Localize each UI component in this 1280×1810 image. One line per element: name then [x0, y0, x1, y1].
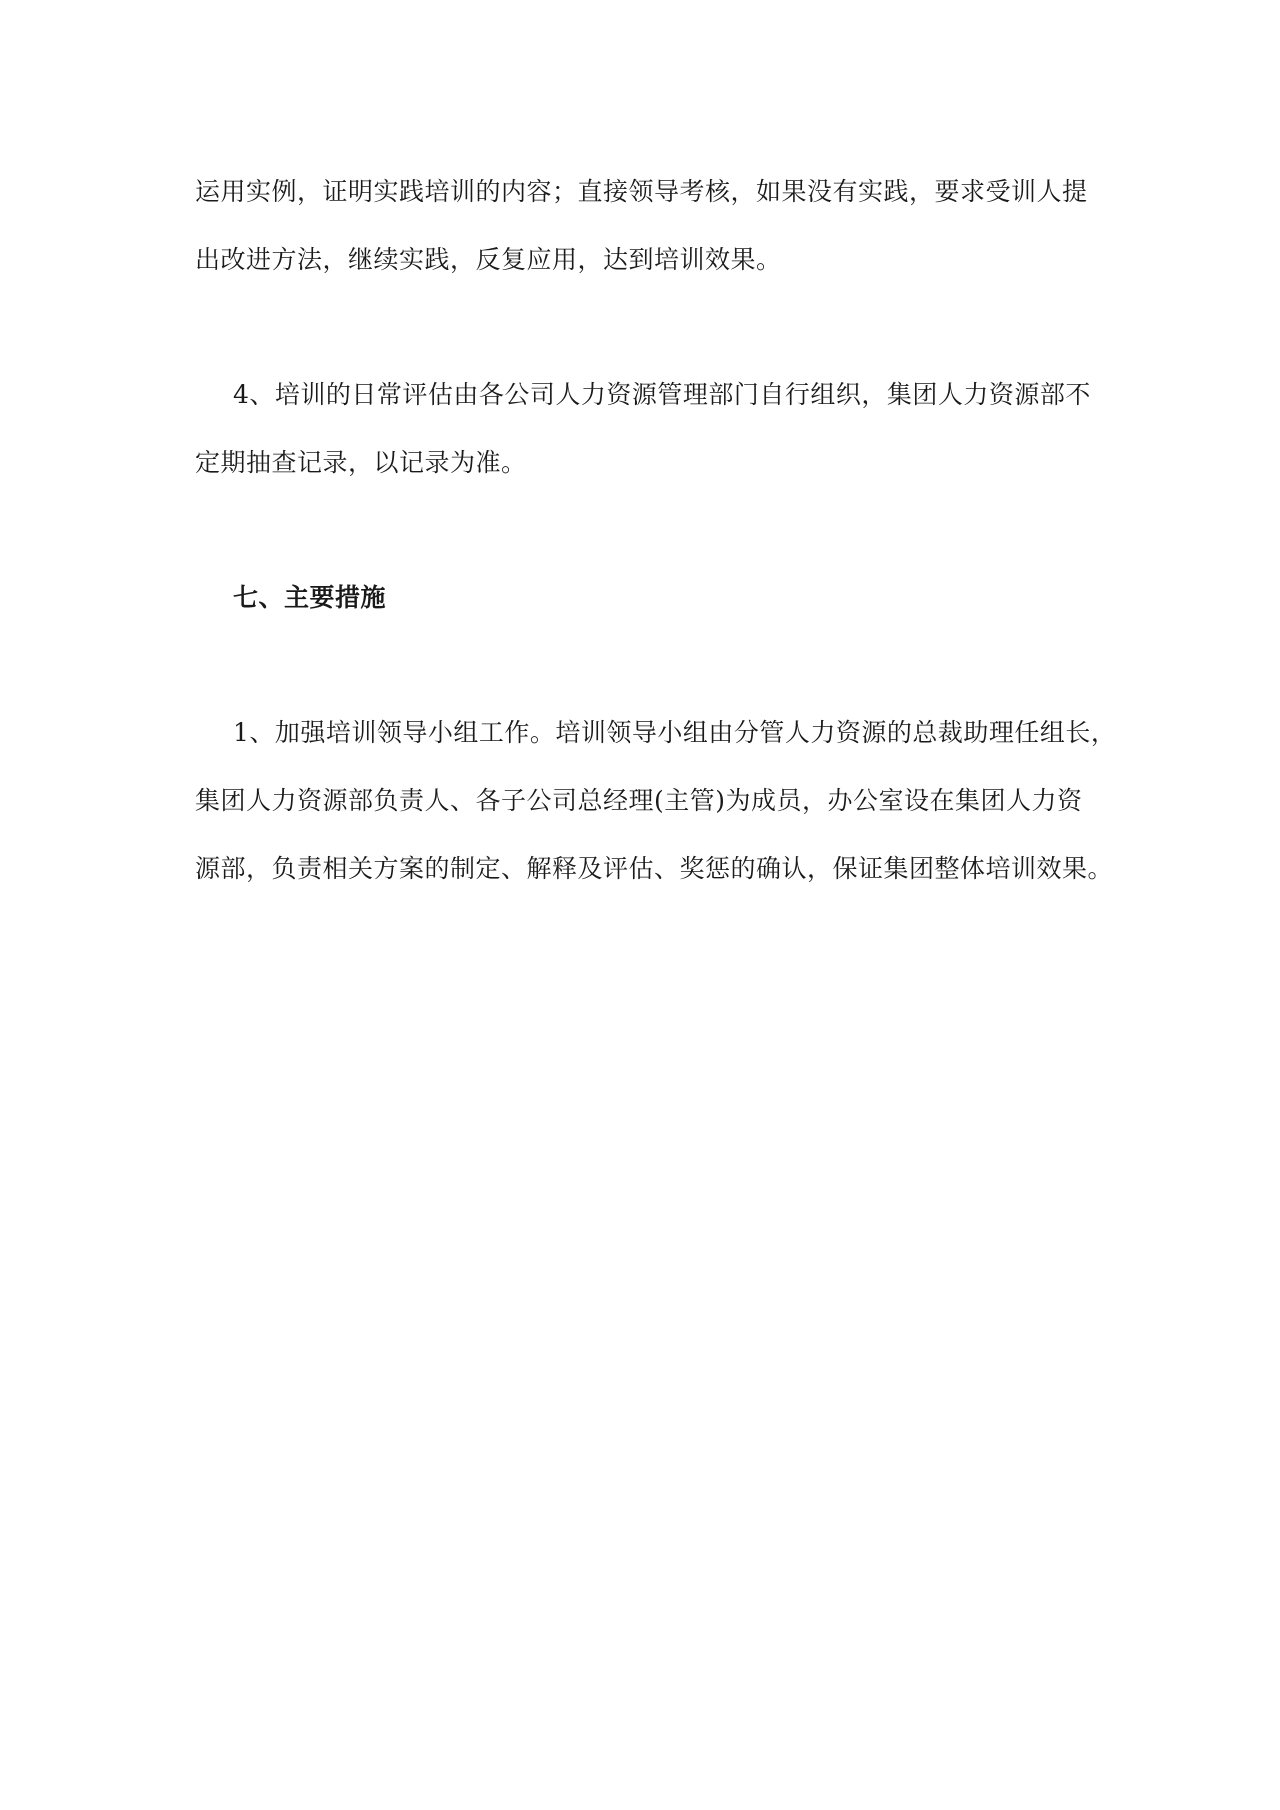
paragraph-item-4-line-2: 定期抽查记录，以记录为准。	[195, 448, 527, 477]
paragraph-item-1-line-1: 1、加强培训领导小组工作。培训领导小组由分管人力资源的总裁助理任组长，	[233, 718, 1117, 747]
paragraph-continuation-line-2: 出改进方法，继续实践，反复应用，达到培训效果。	[195, 245, 782, 274]
paragraph-item-4-line-1: 4、培训的日常评估由各公司人力资源管理部门自行组织，集团人力资源部不	[233, 380, 1091, 409]
paragraph-item-1-line-3: 源部，负责相关方案的制定、解释及评估、奖惩的确认，保证集团整体培训效果。	[195, 854, 1114, 883]
paragraph-item-1-line-2: 集团人力资源部负责人、各子公司总经理(主管)为成员，办公室设在集团人力资	[195, 786, 1083, 815]
section-heading: 七、主要措施	[233, 583, 387, 612]
paragraph-continuation-line-1: 运用实例，证明实践培训的内容；直接领导考核，如果没有实践，要求受训人提	[195, 177, 1088, 206]
